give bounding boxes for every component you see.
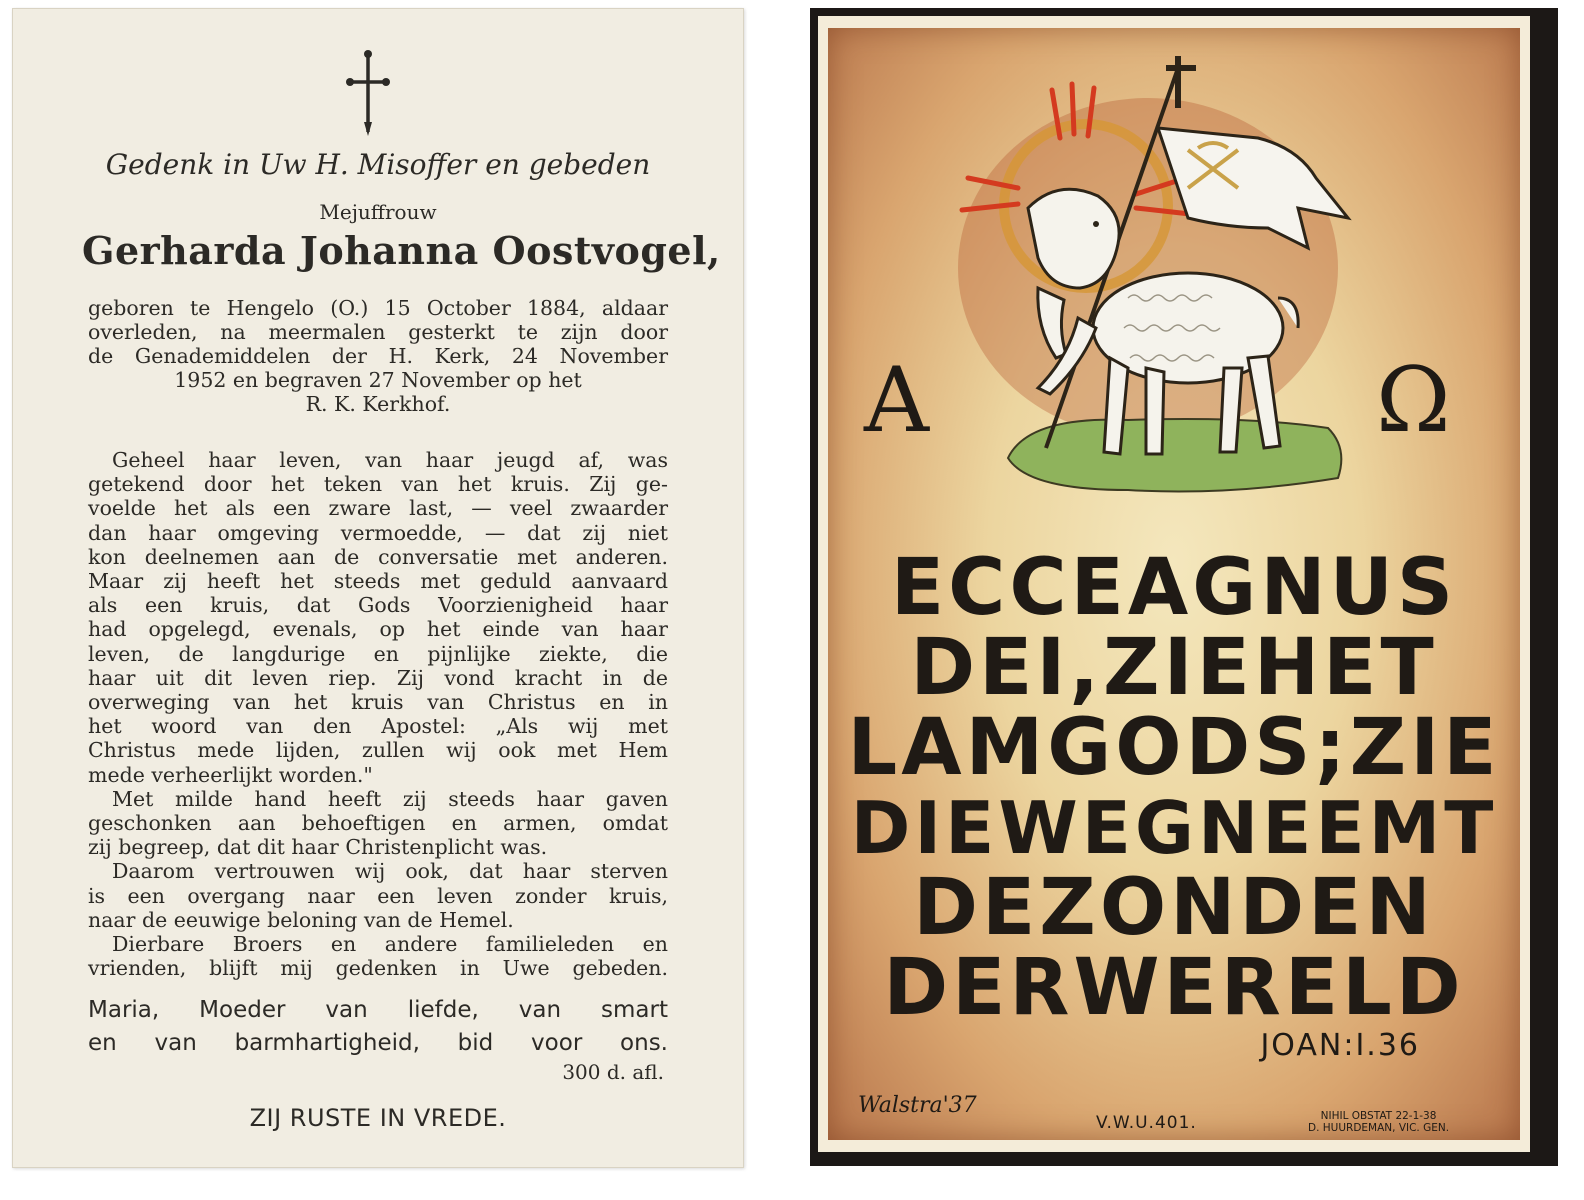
text-line: als een kruis, dat Gods Voorzienigheid haar [88,593,668,618]
motto-line: LAMGODS;ZIE [847,703,1501,793]
bio-line: geboren te Hengelo (O.) 15 October 1884, aldaar [88,296,668,320]
nihil-obstat [1308,1110,1449,1134]
text-line: leven, de langdurige en pijnlijke ziekte, die [88,641,668,666]
text-line: overweging van het kruis van Christus en in [88,690,668,715]
bio-line: 1952 en begraven 27 November op het [174,368,582,392]
text-line: Maar zij heeft het steeds met geduld aanvaard [88,569,668,594]
text-line: Christus mede lijden, zullen wij ook met Hem [88,738,668,763]
prayer [88,994,668,1060]
text-line: geschonken aan behoeftigen en armen, omdat [88,811,668,836]
prayer-line: Maria, Moeder van liefde, van smart [88,997,668,1023]
text-line: kon deelnemen aan de conversatie met anderen. [88,544,668,569]
heading-remembrance: Gedenk in Uw H. Misoffer en gebeden [105,148,651,181]
indulgence-note: 300 d. afl. [562,1060,664,1084]
motto-line: ECCEAGNUS [890,543,1458,633]
text-line: Geheel haar leven, van haar jeugd af, was [112,448,668,472]
text-line: naar de eeuwige beloning van de Hemel. [88,907,514,932]
text-line: zij begreep, dat dit haar Christenplicht was. [88,835,548,860]
text-line: Dierbare Broers en andere familieleden en [112,932,668,957]
memorial-text [88,448,668,980]
text-line: is een overgang naar een leven zonder kruis, [88,883,668,908]
motto-line: DEI,ZIEHET [910,623,1438,713]
painted-panel [828,28,1520,1140]
text-line: vrienden, blijft mij gedenken in Uwe gebeden. [88,956,668,981]
bio-line: de Genademiddelen der H. Kerk, 24 November [88,344,668,368]
memorial-card-text [12,8,744,1168]
text-line: Met milde hand heeft zij steeds haar gaven [112,786,668,811]
omega-letter: Ω [1376,348,1451,453]
text-line: voelde het als een zware last, — veel zwaarder [88,496,668,521]
text-line: mede verheerlijkt worden." [88,762,373,787]
bio-line: R. K. Kerkhof. [305,392,451,416]
text-line: het woord van den Apostel: „Als wij met [88,714,668,739]
memorial-card-image [810,8,1558,1166]
nihil-line: D. HUURDEMAN, VIC. GEN. [1308,1122,1450,1134]
cross-icon [344,48,392,138]
grass-icon [1008,419,1341,492]
scripture-reference: JOAN:I.36 [1260,1028,1420,1063]
closing-line: ZIJ RUSTE IN VREDE. [249,1104,507,1132]
deceased-name: Gerharda Johanna Oostvogel, [82,228,721,273]
text-line: Daarom vertrouwen wij ook, dat haar sterven [112,859,668,884]
print-code: V.W.U.401. [1096,1113,1197,1133]
alpha-letter: A [864,348,929,453]
nihil-line: NIHIL OBSTAT 22-1-38 [1320,1110,1437,1122]
text-line: haar uit dit leven riep. Zij vond kracht in de [88,665,668,690]
prayer-line: en van barmhartigheid, bid voor ons. [88,1030,668,1056]
honorific: Mejuffrouw [319,200,437,224]
artist-signature: Walstra'37 [858,1093,977,1118]
motto-line: DIEWEGNEEMT [850,786,1498,870]
motto-line: DEZONDEN [913,863,1435,953]
text-line: dan haar omgeving vermoedde, — dat zij niet [88,520,668,545]
text-line: had opgelegd, evenals, op het einde van haar [88,617,668,642]
biography [88,296,668,416]
text-line: getekend door het teken van het kruis. Zij ge- [88,472,668,497]
motto-line: DERWERELD [883,943,1465,1033]
bio-line: overleden, na meermalen gesterkt te zijn door [88,320,668,344]
